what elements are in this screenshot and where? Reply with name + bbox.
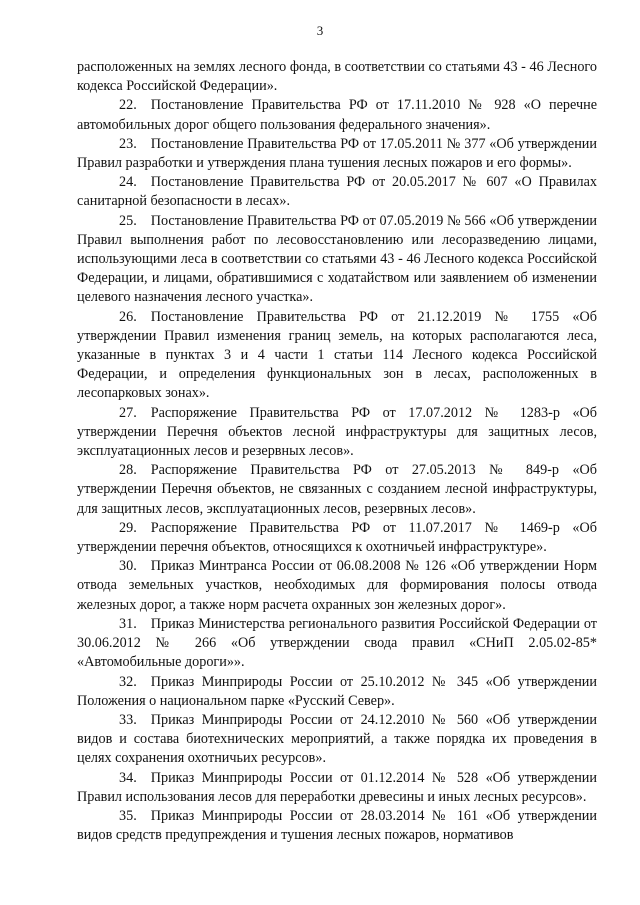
item-text: Постановление Правительства РФ от 07.05.2019 № 566 «Об утверждении Правил выполнения работ по лесовосстановлению или лесоразведению лицами, использующими леса в соответствии со статьями 43 - 46 Лесного кодекса Российской Федерации, и лицами, обратившимися с ходатайством или заявлением об изменении целевого назначения лесного участка». (77, 212, 597, 306)
item-number: 25. (119, 212, 137, 229)
item-number: 23. (119, 135, 137, 152)
item-text: Распоряжение Правительства РФ от 17.07.2012 № 1283-р «Об утверждении Перечня объектов лесной инфраструктуры для защитных лесов, эксплуатационных лесов и резервных лесов». (77, 404, 597, 460)
list-item (77, 557, 597, 615)
list-item (77, 173, 597, 211)
regulation-list (77, 96, 597, 845)
item-text: Приказ Минприроды России от 25.10.2012 № 345 «Об утверждении Положения о национальном парке «Русский Север». (77, 673, 597, 709)
item-text: Постановление Правительства РФ от 21.12.2019 № 1755 «Об утверждении Правил изменения границ земель, на которых располагаются леса, указанные в пунктах 3 и 4 части 1 статьи 114 Лесного кодекса Российской Федерации, и определения функциональных зон в лесах, расположенных в лесопарковых зонах». (77, 308, 597, 402)
item-number: 30. (119, 558, 137, 575)
item-number: 32. (119, 673, 137, 690)
item-text: Распоряжение Правительства РФ от 27.05.2013 № 849-р «Об утверждении Перечня объектов, не связанных с созданием лесной инфраструктуры, для защитных лесов, эксплуатационных лесов, резервных лесов». (77, 462, 597, 517)
item-number: 33. (119, 711, 137, 728)
item-text: Приказ Минтранса России от 06.08.2008 № 126 «Об утверждении Норм отвода земельных участков, необходимых для формирования полосы отвода железных дорог, а также норм расчета охранных зон железных дорог». (77, 558, 597, 613)
item-number: 29. (119, 519, 137, 536)
document-body (77, 58, 597, 845)
list-item (77, 135, 597, 173)
list-item (77, 711, 597, 769)
item-number: 24. (119, 174, 137, 191)
item-number: 34. (119, 769, 137, 786)
item-number: 28. (119, 462, 137, 479)
list-item (77, 673, 597, 711)
list-item (77, 308, 597, 404)
item-text: Приказ Министерства регионального развития Российской Федерации от 30.06.2012 № 266 «Об утверждении свода правил «СНиП 2.05.02-85* «Автомобильные дороги»». (77, 615, 597, 671)
item-number: 22. (119, 97, 137, 114)
list-item (77, 96, 597, 134)
item-number: 26. (119, 308, 137, 325)
item-text: Постановление Правительства РФ от 17.11.2010 № 928 «О перечне автомобильных дорог общего пользования федерального значения». (77, 97, 597, 133)
item-text: Постановление Правительства РФ от 17.05.2011 № 377 «Об утверждении Правил разработки и утверждения плана тушения лесных пожаров и его формы». (77, 135, 597, 172)
list-item (77, 404, 597, 462)
item-number: 35. (119, 807, 137, 824)
list-item (77, 461, 597, 519)
item-number: 31. (119, 615, 137, 632)
item-number: 27. (119, 404, 137, 421)
list-item (77, 212, 597, 308)
list-item (77, 615, 597, 673)
item-text: Приказ Минприроды России от 01.12.2014 № 528 «Об утверждении Правил использования лесов для переработки древесины и иных лесных ресурсов». (77, 769, 597, 805)
list-item (77, 769, 597, 807)
item-text: Распоряжение Правительства РФ от 11.07.2017 № 1469-р «Об утверждении перечня объектов, относящихся к охотничьей инфраструктуре». (77, 519, 597, 556)
item-text: Приказ Минприроды России от 24.12.2010 № 560 «Об утверждении видов и состава биотехнических мероприятий, а также порядка их проведения в целях сохранения охотничьих ресурсов». (77, 711, 597, 767)
item-text: Приказ Минприроды России от 28.03.2014 № 161 «Об утверждении видов средств предупреждения и тушения лесных пожаров, нормативов (77, 807, 597, 844)
continuation-paragraph: расположенных на землях лесного фонда, в соответствии со статьями 43 - 46 Лесного кодекса Российской Федерации». (77, 59, 597, 95)
list-item (77, 519, 597, 557)
list-item (77, 807, 597, 845)
item-text: Постановление Правительства РФ от 20.05.2017 № 607 «О Правилах санитарной безопасности в лесах». (77, 174, 597, 210)
page-number: 3 (316, 23, 324, 38)
